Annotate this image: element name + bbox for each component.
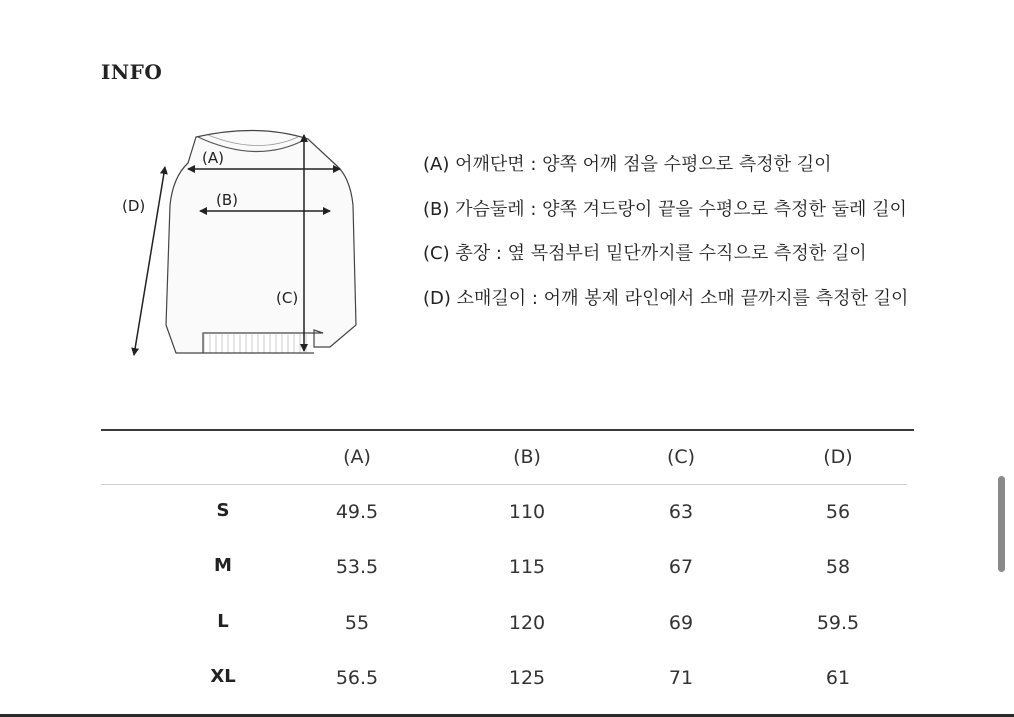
label-b: (B) (216, 191, 238, 209)
table-cell: 49.5 (335, 501, 379, 523)
table-cell: 71 (668, 667, 694, 689)
table-cell: 110 (508, 501, 546, 523)
page-title: INFO (101, 60, 163, 84)
table-cell: 53.5 (335, 556, 379, 578)
vertical-scrollbar[interactable] (998, 476, 1005, 572)
legend-item-a: (A) 어깨단면 : 양쪽 어깨 점을 수평으로 측정한 길이 (423, 154, 832, 175)
table-cell: 59.5 (816, 612, 860, 634)
legend-item-b: (B) 가슴둘레 : 양쪽 겨드랑이 끝을 수평으로 측정한 둘레 길이 (423, 198, 907, 220)
table-cell: 56.5 (335, 667, 379, 689)
label-c: (C) (276, 289, 299, 307)
size-label: L (217, 611, 229, 632)
size-label: XL (210, 666, 236, 687)
size-label: M (214, 555, 232, 576)
sweater-outline (166, 130, 356, 353)
legend-item-c: (C) 총장 : 옆 목점부터 밑단까지를 수직으로 측정한 길이 (423, 243, 867, 264)
table-cell: 125 (508, 667, 546, 689)
table-cell: 61 (825, 667, 851, 689)
hem-rib (204, 333, 306, 353)
table-top-rule (101, 429, 914, 431)
arrow-d (134, 167, 165, 355)
legend-item-d: (D) 소매길이 : 어깨 봉제 라인에서 소매 끝까지를 측정한 길이 (423, 287, 909, 309)
measurement-legend (423, 154, 908, 332)
table-cell: 58 (825, 556, 851, 578)
table-cell: 115 (508, 556, 546, 578)
sweater-measurement-diagram (118, 125, 388, 365)
column-header-c: (C) (666, 446, 696, 468)
table-cell: 63 (668, 501, 694, 523)
column-header-b: (B) (513, 446, 541, 468)
column-header-a: (A) (343, 446, 371, 468)
table-cell: 69 (668, 612, 694, 634)
table-cell: 55 (344, 612, 370, 634)
column-header-d: (D) (823, 446, 853, 468)
label-a: (A) (202, 149, 224, 167)
size-label: S (216, 500, 230, 521)
table-header-rule (101, 484, 907, 485)
table-cell: 56 (825, 501, 851, 523)
label-d: (D) (122, 197, 146, 215)
table-cell: 67 (668, 556, 694, 578)
table-cell: 120 (508, 612, 546, 634)
